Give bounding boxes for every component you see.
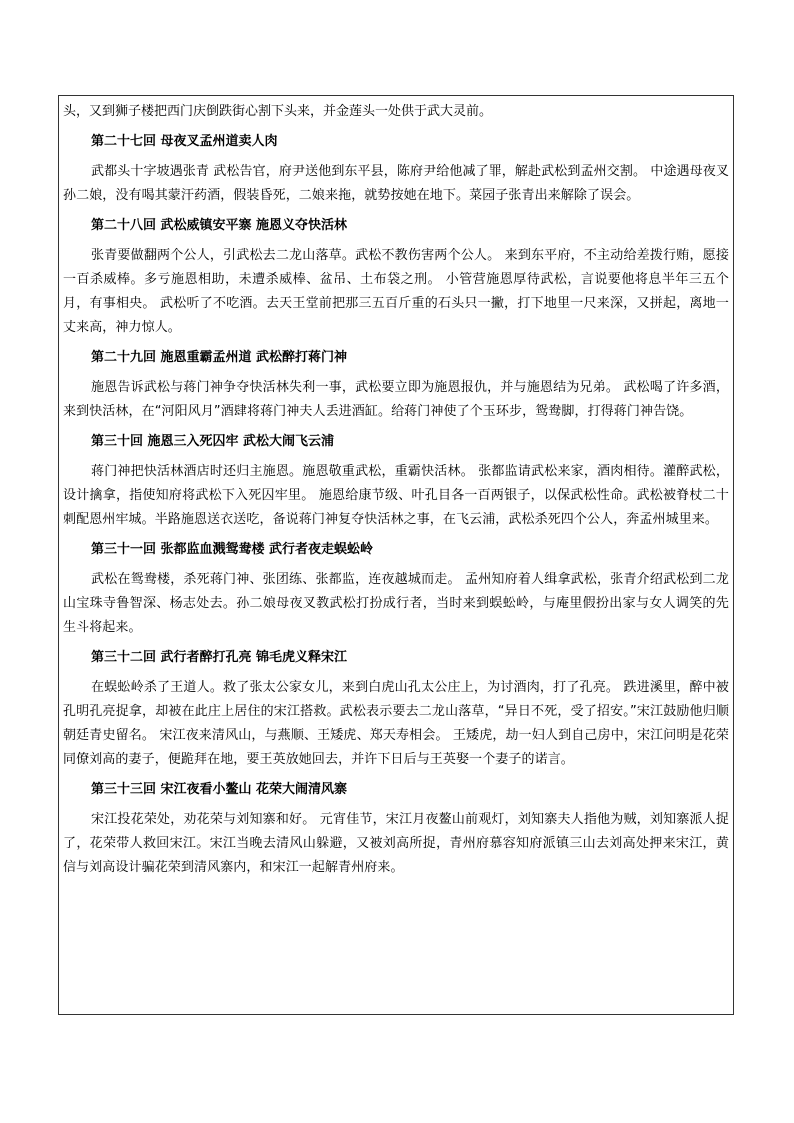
chapter-summary: 武松在鸳鸯楼，杀死蒋门神、张团练、张都监，连夜越城而走。 孟州知府着人缉拿武松，张青介绍武松到二龙山宝珠寺鲁智深、杨志处去。孙二娘母夜叉教武松打扮成行者，当时来到蜈蚣岭，与庵里假扮出家与女人调笑的先生斗将起来。	[63, 572, 729, 635]
chapter-title: 第二十九回 施恩重霸孟州道 武松醉打蒋门神	[91, 350, 348, 365]
chapter-summary: 在蜈蚣岭杀了王道人。救了张太公家女儿，来到白虎山孔太公庄上，为讨酒肉，打了孔亮。 跌进溪里，醉中被孔明孔亮捉拿，却被在此庄上居住的宋江搭救。武松表示要去二龙山落草，“异日不死，受了招安。”宋江鼓励他归顺朝廷青史留名。 宋江夜来清风山，与燕顺、王矮虎、郑天寿相会。 王矮虎，劫一妇人到自己房中，宋江问明是花荣同僚刘高的妻子，便跪拜在地，要王英放她回去，并许下日后与王英娶一个妻子的诺言。	[63, 680, 729, 767]
chapter-title: 第三十二回 武行者醉打孔亮 锦毛虎义释宋江	[91, 650, 348, 665]
continuation-text: 头，又到狮子楼把西门庆倒跌街心割下头来，并金莲头一处供于武大灵前。	[63, 104, 493, 119]
chapter-summary: 蒋门神把快活林酒店时还归主施恩。施恩敬重武松，重霸快活林。 张都监请武松来家，酒肉相待。灌醉武松，设计擒拿，指使知府将武松下入死囚牢里。 施恩给康节级、叶孔目各一百两银子，以保武松性命。武松被脊杖二十刺配恩州牢城。半路施恩送衣送吃，备说蒋门神复夺快活林之事，在飞云浦，武松杀死四个公人，奔孟州城里来。	[63, 464, 729, 527]
chapter-summary: 宋江投花荣处，劝花荣与刘知寨和好。 元宵佳节，宋江月夜鳌山前观灯，刘知寨夫人指他为贼，刘知寨派人捉了，花荣带人救回宋江。宋江当晚去清风山躲避，又被刘高所捉，青州府慕容知府派镇三山去刘高处押来宋江，黄信与刘高设计骗花荣到清风寨内，和宋江一起解青州府来。	[63, 812, 729, 875]
chapter-title: 第三十回 施恩三入死囚牢 武松大闹飞云浦	[91, 434, 335, 449]
chapter-summary: 张青要做翻两个公人，引武松去二龙山落草。武松不教伤害两个公人。 来到东平府，不主动给差拨行贿，愿接一百杀威棒。多亏施恩相助，未遭杀威棒、盆吊、土布袋之刑。 小管营施恩厚待武松，言说要他将息半年三五个月，有事相央。 武松听了不吃酒。去天王堂前把那三五百斤重的石头只一撇，打下地里一尺来深，又拼起，离地一丈来高，神力惊人。	[63, 248, 729, 335]
chapter-title: 第二十七回 母夜叉孟州道卖人肉	[91, 134, 278, 149]
chapter-summary: 施恩告诉武松与蒋门神争夺快活林失利一事，武松要立即为施恩报仇，并与施恩结为兄弟。 武松喝了许多酒，来到快活林，在“河阳风月”酒肆将蒋门神夫人丢进酒缸。给蒋门神使了个玉环步，鸳鸯脚，打得蒋门神告饶。	[63, 380, 729, 419]
text-box	[58, 95, 734, 1015]
chapter-title: 第三十三回 宋江夜看小鳌山 花荣大闹清风寨	[91, 782, 348, 797]
chapter-title: 第二十八回 武松威镇安平寨 施恩义夺快活林	[91, 218, 348, 233]
chapter-title: 第三十一回 张都监血溅鸳鸯楼 武行者夜走蜈蚣岭	[91, 542, 374, 557]
chapter-summary: 武都头十字坡遇张青 武松告官，府尹送他到东平县，陈府尹给他减了罪，解赴武松到孟州交割。 中途遇母夜叉孙二娘，没有喝其蒙汗药酒，假装昏死，二娘来拖，就势按她在地下。菜园子张青出来解除了误会。	[63, 164, 729, 203]
